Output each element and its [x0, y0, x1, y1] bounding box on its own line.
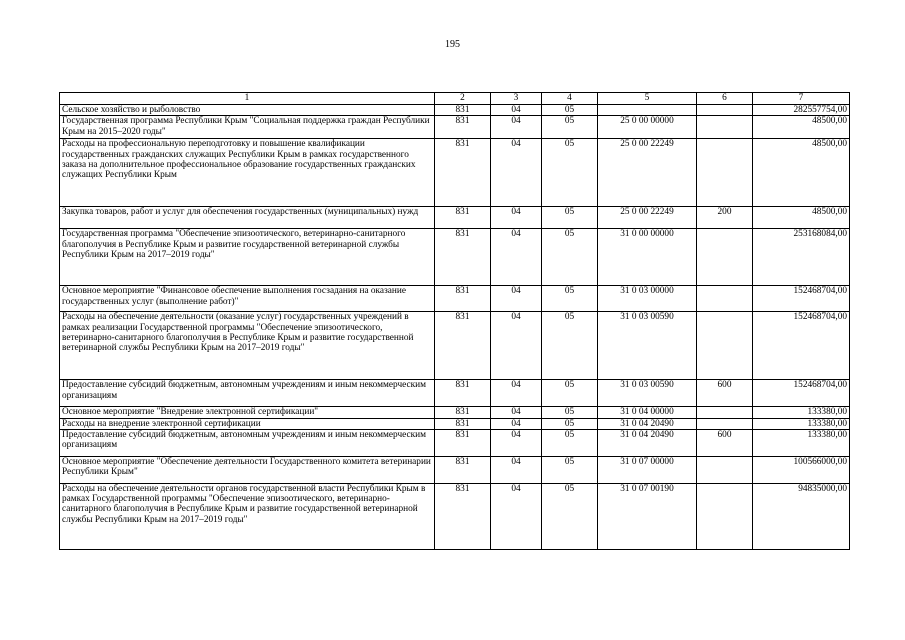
table-row: [60, 418, 850, 429]
row-col-3: 04: [491, 483, 542, 549]
row-col-6: [697, 407, 753, 418]
table-row: [60, 312, 850, 380]
row-col-2: 831: [435, 312, 491, 380]
row-col-4: 05: [542, 207, 598, 229]
row-name: Государственная программа "Обеспечение эпизоотического, ветеринарно-санитарного благополучия в Республике Крым и развитие государственной ветеринарной службы Республики Крым на 2017–2019 годы": [60, 229, 435, 286]
row-amount: 133380,00: [753, 429, 850, 456]
row-col-5: 31 0 07 00190: [598, 483, 697, 549]
header-cell: 6: [697, 93, 753, 105]
row-amount: 100566000,00: [753, 456, 850, 483]
row-col-5: [598, 105, 697, 116]
row-col-6: 600: [697, 380, 753, 407]
row-amount: 282557754,00: [753, 105, 850, 116]
row-col-2: 831: [435, 207, 491, 229]
row-col-2: 831: [435, 407, 491, 418]
row-name: Основное мероприятие "Внедрение электронной сертификации": [60, 407, 435, 418]
table-row: [60, 207, 850, 229]
table-row: [60, 105, 850, 116]
row-col-3: 04: [491, 207, 542, 229]
row-name: Расходы на обеспечение деятельности органов государственной власти Республики Крым в рамках Государственной программы "Обеспечение эпизоотического, ветеринарно-санитарного благополучия в Республике Крым и развитие государственной ветеринарной службы Республики Крым на 2017–2019 годы": [60, 483, 435, 549]
row-name: Закупка товаров, работ и услуг для обеспечения государственных (муниципальных) нужд: [60, 207, 435, 229]
budget-table: [59, 92, 850, 550]
row-col-4: 05: [542, 105, 598, 116]
row-col-5: 25 0 00 22249: [598, 139, 697, 207]
row-col-6: [697, 229, 753, 286]
row-amount: 48500,00: [753, 207, 850, 229]
row-amount: 152468704,00: [753, 380, 850, 407]
row-col-6: 200: [697, 207, 753, 229]
row-col-3: 04: [491, 105, 542, 116]
row-col-6: [697, 418, 753, 429]
table-row: [60, 116, 850, 139]
header-cell: 2: [435, 93, 491, 105]
table-row: [60, 139, 850, 207]
row-col-5: 31 0 04 20490: [598, 418, 697, 429]
row-col-2: 831: [435, 418, 491, 429]
row-amount: 152468704,00: [753, 312, 850, 380]
row-amount: 253168084,00: [753, 229, 850, 286]
row-col-5: 31 0 03 00000: [598, 286, 697, 312]
row-amount: 94835000,00: [753, 483, 850, 549]
row-col-4: 05: [542, 407, 598, 418]
table-row: [60, 456, 850, 483]
row-col-3: 04: [491, 116, 542, 139]
row-col-3: 04: [491, 429, 542, 456]
row-col-5: 25 0 00 22249: [598, 207, 697, 229]
table-row: [60, 483, 850, 549]
row-col-2: 831: [435, 456, 491, 483]
row-col-4: 05: [542, 116, 598, 139]
row-col-5: 31 0 04 20490: [598, 429, 697, 456]
row-amount: 133380,00: [753, 407, 850, 418]
row-col-6: [697, 456, 753, 483]
row-col-5: 31 0 04 00000: [598, 407, 697, 418]
table-row: [60, 407, 850, 418]
row-col-2: 831: [435, 139, 491, 207]
row-name: Основное мероприятие "Обеспечение деятельности Государственного комитета ветеринарии Республики Крым": [60, 456, 435, 483]
row-col-4: 05: [542, 229, 598, 286]
header-row: [60, 93, 850, 105]
row-col-4: 05: [542, 312, 598, 380]
row-name: Сельское хозяйство и рыболовство: [60, 105, 435, 116]
row-col-6: 600: [697, 429, 753, 456]
row-name: Расходы на обеспечение деятельности (оказание услуг) государственных учреждений в рамках реализации Государственной программы "Обеспечение эпизоотического, ветеринарно-санитарного благополучия в Республике Крым и развитие государственной ветеринарной службы Республики Крым на 2017–2019 годы": [60, 312, 435, 380]
table-row: [60, 429, 850, 456]
page-number: 195: [445, 39, 460, 50]
row-amount: 48500,00: [753, 139, 850, 207]
row-col-6: [697, 139, 753, 207]
row-col-2: 831: [435, 105, 491, 116]
table-row: [60, 380, 850, 407]
row-col-2: 831: [435, 229, 491, 286]
row-amount: 133380,00: [753, 418, 850, 429]
row-col-3: 04: [491, 139, 542, 207]
row-col-3: 04: [491, 312, 542, 380]
row-col-2: 831: [435, 286, 491, 312]
row-col-6: [697, 483, 753, 549]
row-col-3: 04: [491, 418, 542, 429]
row-amount: 48500,00: [753, 116, 850, 139]
header-cell: 5: [598, 93, 697, 105]
row-amount: 152468704,00: [753, 286, 850, 312]
row-col-4: 05: [542, 418, 598, 429]
row-col-2: 831: [435, 429, 491, 456]
table-row: [60, 286, 850, 312]
row-col-4: 05: [542, 286, 598, 312]
row-name: Государственная программа Республики Крым "Социальная поддержка граждан Республики Крым на 2015–2020 годы": [60, 116, 435, 139]
row-col-4: 05: [542, 139, 598, 207]
row-col-5: 31 0 00 00000: [598, 229, 697, 286]
table-row: [60, 229, 850, 286]
row-name: Предоставление субсидий бюджетным, автономным учреждениям и иным некоммерческим организациям: [60, 380, 435, 407]
row-col-3: 04: [491, 380, 542, 407]
row-col-5: 31 0 03 00590: [598, 380, 697, 407]
row-col-3: 04: [491, 286, 542, 312]
row-col-5: 31 0 03 00590: [598, 312, 697, 380]
row-col-4: 05: [542, 429, 598, 456]
header-cell: 4: [542, 93, 598, 105]
row-name: Предоставление субсидий бюджетным, автономным учреждениям и иным некоммерческим организациям: [60, 429, 435, 456]
row-name: Расходы на профессиональную переподготовку и повышение квалификации государственных гражданских служащих Республики Крым в рамках государственного заказа на дополнительное профессиональное образование государственных гражданских служащих Республики Крым: [60, 139, 435, 207]
row-col-3: 04: [491, 229, 542, 286]
header-cell: 3: [491, 93, 542, 105]
row-col-3: 04: [491, 456, 542, 483]
row-col-6: [697, 116, 753, 139]
row-col-5: 31 0 07 00000: [598, 456, 697, 483]
row-col-6: [697, 286, 753, 312]
row-col-6: [697, 105, 753, 116]
row-col-2: 831: [435, 483, 491, 549]
row-col-4: 05: [542, 456, 598, 483]
row-name: Расходы на внедрение электронной сертификации: [60, 418, 435, 429]
row-col-2: 831: [435, 116, 491, 139]
row-col-4: 05: [542, 380, 598, 407]
row-name: Основное мероприятие "Финансовое обеспечение выполнения госзадания на оказание государственных услуг (выполнение работ)": [60, 286, 435, 312]
row-col-3: 04: [491, 407, 542, 418]
row-col-2: 831: [435, 380, 491, 407]
row-col-5: 25 0 00 00000: [598, 116, 697, 139]
row-col-6: [697, 312, 753, 380]
header-cell: 7: [753, 93, 850, 105]
row-col-4: 05: [542, 483, 598, 549]
header-cell: 1: [60, 93, 435, 105]
